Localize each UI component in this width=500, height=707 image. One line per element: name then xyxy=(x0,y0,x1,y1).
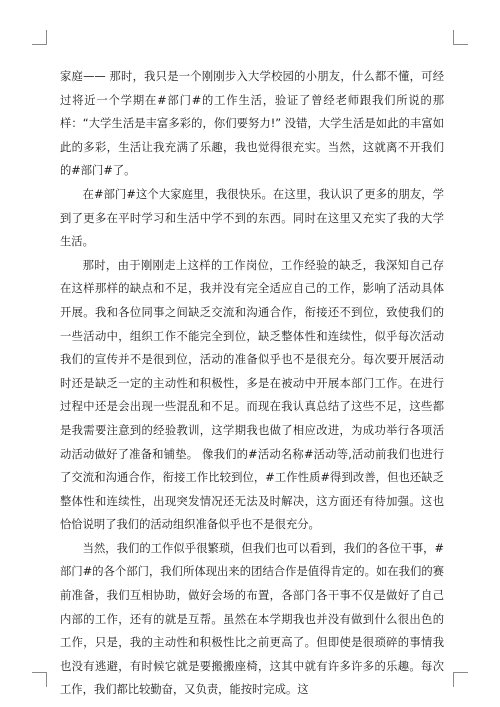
paragraph-2: 在#部门#这个大家庭里，我很快乐。在这里，我认识了更多的朋友，学到了更多在平时学习和生活中学不到的东西。同时在这里又充实了我的大学生活。 xyxy=(60,187,444,249)
crop-mark-top-left xyxy=(32,30,47,45)
crop-mark-bottom-right xyxy=(453,672,468,687)
paragraph-1: 家庭—— 那时，我只是一个刚刚步入大学校园的小朋友，什么都不懂，可经过将近一个学期在#部门#的工作生活，验证了曾经老师跟我们所说的那样：“大学生活是丰富多彩的，你们要努力!” 没错，大学生活是如此的丰富如此的多彩，生活让我充满了乐趣，我也觉得很充实。当然，这就离不开我们的#部门#了。 xyxy=(60,70,444,178)
paragraph-4: 当然，我们的工作似乎很繁琐，但我们也可以看到，我们的各位干事，#部门#的各个部门，我们所体现出来的团结合作是值得肯定的。如在我们的赛前准备，我们互相协助，做好会场的布置，各部门各干事不仅是做好了自己内部的工作，还有的就是互帮。虽然在本学期我也并没有做到什么很出色的工作，只是，我的主动性和积极性比之前更高了。但即使是很琐碎的事情我也没有逃避，有时候它就是要搬搬座椅，这其中就有许多许多的乐趣。每次工作，我们都比较勤奋，又负责，能按时完成。这 xyxy=(60,541,444,697)
paragraph-3: 那时，由于刚刚走上这样的工作岗位，工作经验的缺乏，我深知自己存在这样那样的缺点和不足，我并没有完全适应自己的工作，影响了活动具体开展。我和各位同事之间缺乏交流和沟通合作，衔接还不到位，致使我们的一些活动中，组织工作不能完全到位，缺乏整体性和连续性，似乎每次活动我们的宣传并不是很到位，活动的准备似乎也不是很充分。每次要开展活动时还是缺乏一定的主动性和积极性，多是在被动中开展本部门工作。在进行过程中还是会出现一些混乱和不足。而现在我认真总结了这些不足，这些都是我需要注意到的经验教训，这学期我也做了相应改进，为成功举行各项活动活动做好了准备和铺垫。 像我们的#活动名称#活动等,活动前我们也进行了交流和沟通合作，衔接工作比较到位，#工作性质#得到改善，但也还缺乏整体性和连续性，出现突发情况还无法及时解决，这方面还有待加强。这也恰恰说明了我们的活动组织准备似乎也不是很充分。 xyxy=(60,258,444,532)
document-body xyxy=(60,65,444,697)
crop-mark-bottom-left xyxy=(32,672,47,687)
crop-mark-top-right xyxy=(453,30,468,45)
